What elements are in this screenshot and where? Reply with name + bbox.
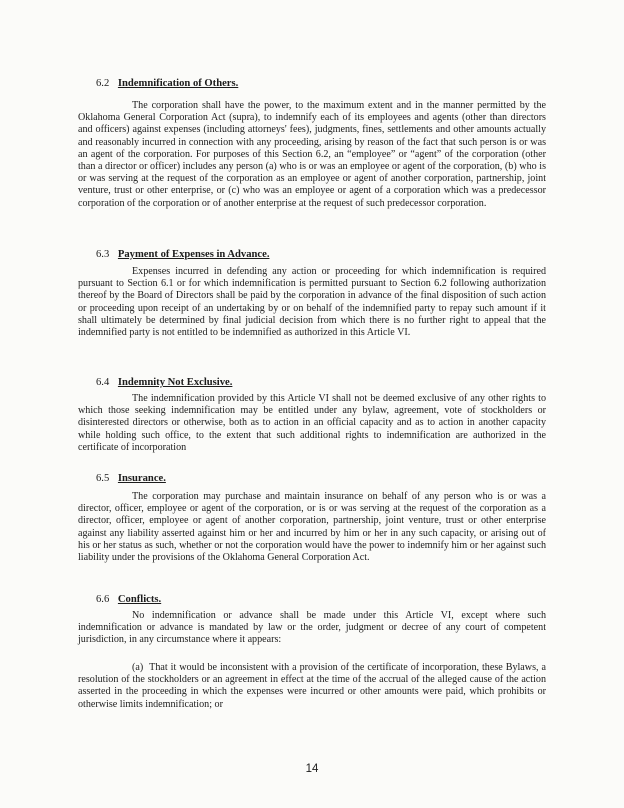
section-title: Insurance. bbox=[117, 473, 166, 484]
section-6-3-paragraph: Expenses incurred in defending any action or proceeding for which indemnification is required pursuant to Section 6.1 or for which indemnification is permitted pursuant to Section 6.2 following authorization thereof by the Board of Directors shall be paid by the corporation in advance of the final disposition of such action or proceeding upon receipt of an undertaking by or on behalf of the indemnified party to repay such amount if it shall ultimately be determined by final judicial decision from which there is no further right to appeal that the indemnified party is not entitled to be indemnified as authorized in this Article VI. bbox=[78, 266, 546, 339]
section-6-6-clause-a: (a) That it would be inconsistent with a provision of the certificate of incorporation, these Bylaws, a resolution of the stockholders or an agreement in effect at the time of the accrual of the alleged cause of the action asserted in the proceeding in which the expenses were incurred or other amounts were paid, which prohibits or otherwise limits indemnification; or bbox=[78, 662, 546, 710]
section-number: 6.6 bbox=[96, 594, 110, 605]
section-6-2-heading bbox=[96, 77, 238, 90]
section-number: 6.3 bbox=[96, 249, 110, 260]
page-number: 14 bbox=[305, 763, 319, 775]
section-title: Indemnification of Others. bbox=[117, 78, 239, 89]
section-6-3-heading bbox=[96, 248, 269, 261]
section-6-4-paragraph: The indemnification provided by this Article VI shall not be deemed exclusive of any other rights to which those seeking indemnification may be entitled under any bylaw, agreement, vote of stockholders or disinterested directors or otherwise, both as to action in an official capacity and as to action in another capacity while holding such office, to the extent that such additional rights to indemnification are authorized in the certificate of incorporation bbox=[78, 393, 546, 453]
section-6-5-heading bbox=[96, 472, 166, 485]
section-6-5-paragraph: The corporation may purchase and maintain insurance on behalf of any person who is or was a director, officer, employee or agent of the corporation, or is or was serving at the request of the corporation as a director, officer, employee or agent of another corporation, partnership, joint venture, trust or other enterprise against any liability asserted against him or her and incurred by him or her in any such capacity, or arising out of his or her status as such, whether or not the corporation would have the power to indemnify him or her against such liability under the provisions of the Oklahoma General Corporation Act. bbox=[78, 491, 546, 564]
section-6-4-heading bbox=[96, 376, 232, 389]
section-number: 6.4 bbox=[96, 377, 110, 388]
section-6-6-paragraph: No indemnification or advance shall be made under this Article VI, except where such indemnification or advance is mandated by law or the order, judgment or decree of any court of competent jurisdiction, in any circumstance where it appears: bbox=[78, 610, 546, 646]
section-title: Conflicts. bbox=[117, 594, 162, 605]
section-title: Payment of Expenses in Advance. bbox=[117, 249, 270, 260]
section-number: 6.5 bbox=[96, 473, 110, 484]
section-title: Indemnity Not Exclusive. bbox=[117, 377, 233, 388]
section-6-2-paragraph: The corporation shall have the power, to the maximum extent and in the manner permitted by the Oklahoma General Corporation Act (supra), to indemnify each of its employees and agents (other than directors and officers) against expenses (including attorneys' fees), judgments, fines, settlements and other amounts actually and reasonably incurred in connection with any proceeding, arising by reason of the fact that such person is or was an agent of the corporation. For purposes of this Section 6.2, an “employee” or “agent” of the corporation (other than a director or officer) includes any person (a) who is or was an employee or agent of the corporation, (b) who is or was serving at the request of the corporation as an employee or agent of another corporation, partnership, joint venture, trust or other enterprise, or (c) who was an employee or agent of a corporation which was a predecessor corporation of the corporation or of another enterprise at the request of such predecessor corporation. bbox=[78, 100, 546, 209]
document-page bbox=[78, 0, 546, 808]
section-number: 6.2 bbox=[96, 78, 110, 89]
section-6-6-heading bbox=[96, 593, 161, 606]
